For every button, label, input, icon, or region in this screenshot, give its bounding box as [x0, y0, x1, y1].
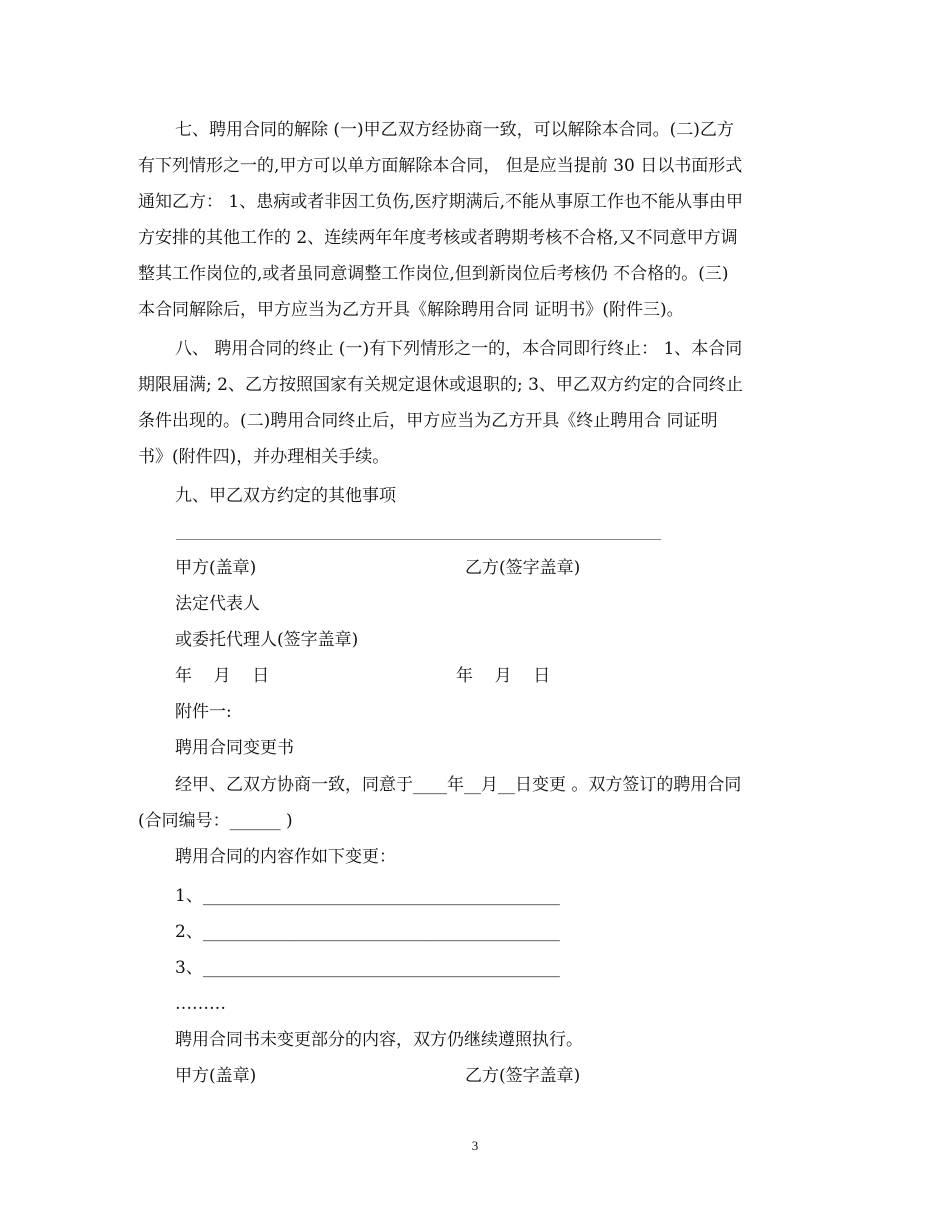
article7-line-4: 方安排的其他工作的 2、连续两年年度考核或者聘期考核不合格,又不同意甲方调: [138, 228, 738, 248]
legal-rep-label: 法定代表人: [175, 594, 260, 614]
agent-label: 或委托代理人(签字盖章): [175, 630, 359, 650]
annex1-item-3: 3、__________________________________________: [175, 958, 560, 978]
annex1-intro-line-2: (合同编号：______ ): [138, 811, 293, 831]
article9-title: 九、甲乙双方约定的其他事项: [175, 486, 396, 506]
article7-line-3: 通知乙方： 1、患病或者非因工负伤,医疗期满后,不能从事原工作也不能从事由甲: [138, 192, 744, 212]
article8-line-3: 条件出现的。(二)聘用合同终止后，甲方应当为乙方开具《终止聘用合 同证明: [138, 411, 718, 431]
date-a: 年 月 日: [175, 666, 270, 686]
annex1-title: 聘用合同变更书: [175, 738, 294, 758]
article8-line-4: 书》(附件四)，并办理相关手续。: [138, 447, 390, 467]
article9-blank-rule: [176, 539, 661, 540]
annex1-item-2: 2、__________________________________________: [175, 922, 560, 942]
page-number: 3: [471, 1138, 479, 1153]
annex1-remainder: 聘用合同书未变更部分的内容，双方仍继续遵照执行。: [175, 1030, 583, 1050]
annex1-item-1: 1、__________________________________________: [175, 886, 560, 906]
annex1-intro-line-1: 经甲、乙双方协商一致，同意于____年__月__日变更 。双方签订的聘用合同: [175, 775, 742, 795]
article7-line-6: 本合同解除后，甲方应当为乙方开具《解除聘用合同 证明书》(附件三)。: [138, 300, 684, 320]
article7-line-2: 有下列情形之一的,甲方可以单方面解除本合同， 但是应当提前 30 日以书面形式: [138, 156, 743, 176]
annex1-label: 附件一:: [175, 702, 232, 722]
party-b-label: 乙方(签字盖章): [465, 558, 581, 578]
article8-line-1: 八、 聘用合同的终止 (一)有下列情形之一的，本合同即行终止： 1、本合同: [175, 339, 743, 359]
date-b: 年 月 日: [456, 666, 551, 686]
article8-line-2: 期限届满; 2、乙方按照国家有关规定退休或退职的; 3、甲乙双方约定的合同终止: [138, 375, 743, 395]
article7-line-1: 七、聘用合同的解除 (一)甲乙双方经协商一致，可以解除本合同。(二)乙方: [175, 120, 734, 140]
annex1-ellipsis: ………: [175, 994, 226, 1014]
annex1-party-a: 甲方(盖章): [175, 1066, 257, 1086]
article7-line-5: 整其工作岗位的,或者虽同意调整工作岗位,但到新岗位后考核仍 不合格的。(三): [138, 264, 729, 284]
party-a-label: 甲方(盖章): [175, 558, 257, 578]
annex1-changes-heading: 聘用合同的内容作如下变更：: [175, 847, 396, 867]
annex1-party-b: 乙方(签字盖章): [465, 1066, 581, 1086]
